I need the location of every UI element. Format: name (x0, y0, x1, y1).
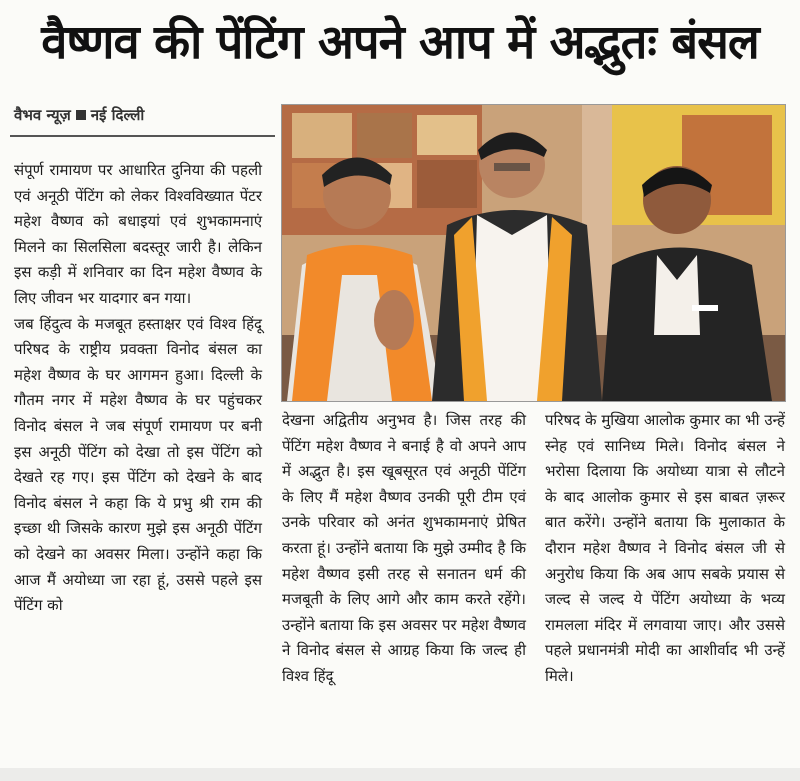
article-column-2 (282, 408, 526, 690)
page-edge (0, 768, 800, 781)
article-column-3 (545, 408, 785, 690)
article-column-1 (14, 158, 262, 619)
byline-rule (10, 135, 275, 137)
square-bullet-icon (76, 110, 86, 120)
byline-place: नई दिल्ली (90, 106, 145, 124)
news-photo (281, 104, 786, 402)
paragraph: परिषद के मुखिया आलोक कुमार का भी उन्हें स्नेह एवं सानिध्य मिले। विनोद बंसल ने भरोसा दिलाया कि अयोध्या यात्रा से लौटने के बाद आलोक कुमार से इस बाबत ज़रूर बात करेंगे। उन्होंने बताया कि मुलाकात के दौरान महेश वैष्णव ने विनोद बंसल जी से अनुरोध किया कि अब आप सबके प्रयास से जल्द से जल्द ये पेंटिंग अयोध्या के भव्य रामलला मंदिर में लगवाया जाए। और उससे पहले प्रधानमंत्री मोदी का आशीर्वाद भी उन्हें मिले। (545, 411, 785, 685)
headline: वैष्णव की पेंटिंग अपने आप में अद्भुतः बंसल (41, 15, 759, 70)
byline-source: वैभव न्यूज़ (14, 106, 71, 124)
paragraph: जब हिंदुत्व के मजबूत हस्ताक्षर एवं विश्व हिंदू परिषद के राष्ट्रीय प्रवक्ता विनोद बंसल का महेश वैष्णव के घर आगमन हुआ। दिल्ली के गौतम नगर में महेश वैष्णव के घर पहुंचकर विनोद बंसल ने जब संपूर्ण रामायण पर बनी इस अनूठी पेंटिंग को देखा तो इस पेंटिंग को देखते रह गए। इस पेंटिंग को देखने के बाद विनोद बंसल ने कहा कि ये प्रभु श्री राम की इच्छा थी जिसके कारण मुझे इस अनूठी पेंटिंग को देखने का अवसर मिला। उन्होंने कहा कि आज मैं अयोध्या जा रहा हूं, उससे पहले इस पेंटिंग को (14, 314, 262, 615)
paragraph: संपूर्ण रामायण पर आधारित दुनिया की पहली एवं अनूठी पेंटिंग को लेकर विश्वविख्यात पेंटर महेश वैष्णव को बधाइयां एवं शुभकामनाएं मिलने का सिलसिला बदस्तूर जारी है। लेकिन इस कड़ी में शनिवार का दिन महेश वैष्णव के लिए जीवन भर यादगार बन गया। (14, 161, 262, 307)
photo-three-men-icon (282, 105, 785, 401)
paragraph: देखना अद्वितीय अनुभव है। जिस तरह की पेंटिंग महेश वैष्णव ने बनाई है वो अपने आप में अद्भुत है। इस खूबसूरत एवं अनूठी पेंटिंग के लिए मैं महेश वैष्णव उनकी पूरी टीम एवं उनके परिवार को अनंत शुभकामनाएं प्रेषित करता हूं। उन्होंने बताया कि मुझे उम्मीद है कि महेश वैष्णव इसी तरह से सनातन धर्म की मजबूती के लिए आगे और काम करते रहेंगे। उन्होंने बताया कि इस अवसर पर महेश वैष्णव ने विनोद बंसल से आग्रह किया कि जल्द ही विश्व हिंदू (282, 411, 526, 685)
byline (14, 105, 144, 125)
